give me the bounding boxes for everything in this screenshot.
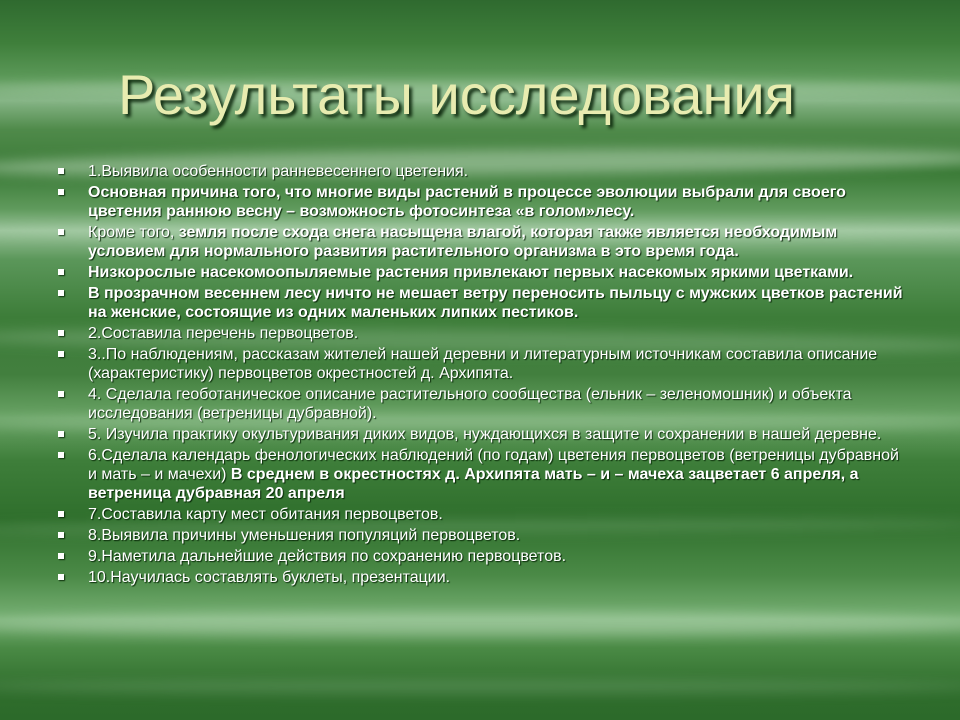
background-streak <box>0 680 960 694</box>
bullet-icon <box>58 351 64 357</box>
slide-title: Результаты исследования <box>118 63 795 126</box>
bullet-icon <box>58 290 64 296</box>
list-item-text: 7.Составила карту мест обитания первоцветов. <box>88 506 443 523</box>
bullet-icon <box>58 553 64 559</box>
list-item <box>58 223 908 261</box>
list-item-text: 4. Сделала геоботаническое описание растительного сообщества (ельник – зеленомошник) и объекта исследования (ветреницы дубравной). <box>88 386 852 422</box>
list-item-text: 6.Сделала календарь фенологических наблюдений (по годам) цветения первоцветов (ветреницы дубравной и мать – и мачехи) <box>88 447 899 483</box>
list-item <box>58 324 908 343</box>
list-item <box>58 263 908 282</box>
list-item <box>58 183 908 221</box>
list-item <box>58 284 908 322</box>
list-item-text: В прозрачном весеннем лесу ничто не мешает ветру переносить пыльцу с мужских цветков растений на женские, состоящие из одних маленьких липких пестиков. <box>88 285 903 321</box>
bullet-icon <box>58 330 64 336</box>
list-item <box>58 385 908 423</box>
list-item-text: Низкорослые насекомоопыляемые растения привлекают первых насекомых яркими цветками. <box>88 264 854 281</box>
bullet-icon <box>58 574 64 580</box>
list-item-text: 8.Выявила причины уменьшения популяций первоцветов. <box>88 527 521 544</box>
bullet-icon <box>58 391 64 397</box>
list-item <box>58 425 908 444</box>
list-item <box>58 526 908 545</box>
list-item-text: 3..По наблюдениям, рассказам жителей нашей деревни и литературным источникам составила описание (характеристику) первоцветов окрестностей д. Архипята. <box>88 346 878 382</box>
list-item-text: 9.Наметила дальнейшие действия по сохранению первоцветов. <box>88 548 567 565</box>
list-item <box>58 568 908 587</box>
list-item-text: 1.Выявила особенности ранневесеннего цветения. <box>88 163 469 180</box>
list-item-emphasis: В среднем в окрестностях д. Архипята мать – и – мачеха зацветает 6 апреля, а ветреница дубравная 20 апреля <box>88 466 859 502</box>
bullet-icon <box>58 511 64 517</box>
bullet-icon <box>58 269 64 275</box>
list-item-prefix: Кроме того, <box>88 224 179 241</box>
bullet-icon <box>58 431 64 437</box>
bullet-icon <box>58 189 64 195</box>
list-item-text: 10.Научилась составлять буклеты, презентации. <box>88 569 451 586</box>
bullet-icon <box>58 532 64 538</box>
list-item <box>58 345 908 383</box>
list-item-text: земля после схода снега насыщена влагой, которая также является необходимым условием для нормального развития растительного организма в это время года. <box>88 224 838 260</box>
list-item-text: 2.Составила перечень первоцветов. <box>88 325 359 342</box>
list-item-text: Основная причина того, что многие виды растений в процессе эволюции выбрали для своего цветения раннюю весну – возможность фотосинтеза «в голом»лесу. <box>88 184 846 220</box>
list-item <box>58 162 908 181</box>
bullet-icon <box>58 229 64 235</box>
list-item <box>58 505 908 524</box>
bullet-icon <box>58 452 64 458</box>
results-list <box>58 162 908 589</box>
list-item <box>58 547 908 566</box>
background-streak <box>0 612 960 636</box>
list-item-text: 5. Изучила практику окультуривания диких видов, нуждающихся в защите и сохранении в нашей деревне. <box>88 426 882 443</box>
bullet-icon <box>58 168 64 174</box>
list-item <box>58 446 908 503</box>
